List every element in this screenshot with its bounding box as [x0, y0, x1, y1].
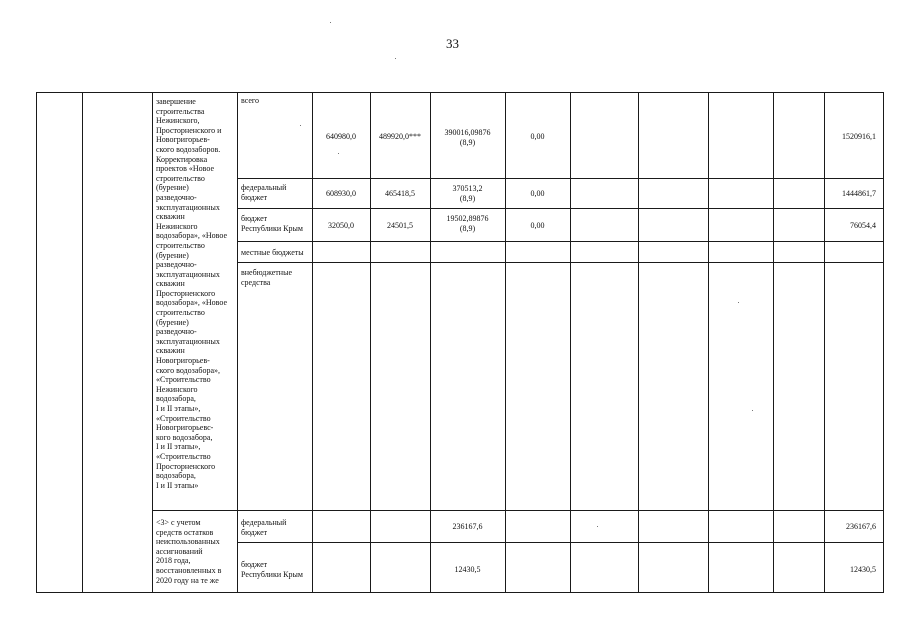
- value-cell: 236167,6: [452, 522, 483, 531]
- description-line: кого водозабора,: [156, 432, 213, 442]
- total-cell: 1444861,7: [842, 189, 876, 198]
- footnote-line: <3> с учетом: [156, 518, 201, 527]
- description-line: Новогригорьев-: [156, 135, 210, 145]
- description-line: ского водозабора»,: [156, 365, 221, 375]
- description-line: разведочно-: [156, 192, 197, 202]
- scan-speck: [338, 153, 339, 154]
- page-number: 33: [446, 36, 459, 51]
- description-line: ского водозаборов.: [156, 144, 221, 154]
- description-line: эксплуатационных: [156, 336, 220, 346]
- value-line: 370513,2: [452, 184, 483, 193]
- measure-description: [156, 97, 236, 490]
- funding-source-label: всего: [241, 96, 260, 105]
- description-line: скважин: [156, 212, 185, 222]
- value-cell: 0,00: [530, 221, 545, 230]
- description-line: Просторненского: [156, 461, 216, 471]
- row-divider: [237, 208, 883, 209]
- column-divider: [430, 92, 431, 593]
- description-line: строительство: [156, 173, 205, 183]
- footnote-line: средств остатков: [156, 527, 214, 537]
- description-line: строительство: [156, 240, 205, 250]
- description-line: Корректировка: [156, 154, 208, 164]
- description-line: Нежинского,: [156, 116, 200, 126]
- description-line: «Строительство: [156, 413, 211, 423]
- column-divider: [82, 92, 83, 593]
- description-line: разведочно-: [156, 260, 197, 270]
- description-line: Новогригорьевс-: [156, 423, 214, 433]
- description-line: Нежинского: [156, 384, 198, 394]
- table-top-border: [36, 92, 883, 93]
- value-cell: 32050,0: [328, 221, 354, 230]
- column-divider: [152, 92, 153, 593]
- value-cell: 24501,5: [387, 221, 413, 230]
- description-line: скважин: [156, 279, 185, 289]
- total-cell: 1520916,1: [842, 132, 876, 141]
- funding-source-label: бюджет Республики Крым: [241, 214, 303, 233]
- value-note: (8,9): [459, 223, 476, 233]
- description-line: I и II этапы»: [156, 480, 199, 490]
- description-line: Нежинского: [156, 221, 198, 231]
- description-line: проектов «Новое: [156, 164, 215, 174]
- column-divider: [708, 92, 709, 593]
- description-line: (бурение): [156, 250, 189, 260]
- column-divider: [505, 92, 506, 593]
- value-note: (8,9): [459, 137, 476, 147]
- value-cell: 0,00: [530, 132, 545, 141]
- column-divider: [824, 92, 825, 593]
- description-line: завершение: [156, 97, 196, 106]
- scan-speck: [597, 526, 598, 527]
- funding-source-label: бюджет Республики Крым: [241, 560, 303, 579]
- column-divider: [570, 92, 571, 593]
- value-line: 19502,89876: [446, 214, 489, 223]
- row-divider: [237, 262, 883, 263]
- value-cell: [430, 184, 505, 203]
- row-divider: [237, 542, 883, 543]
- column-divider: [773, 92, 774, 593]
- column-divider: [883, 92, 884, 593]
- footnote-line: неиспользованных: [156, 537, 220, 547]
- total-cell: 12430,5: [850, 565, 876, 574]
- footnote-description: [156, 518, 236, 585]
- row-divider: [237, 241, 883, 242]
- description-line: водозабора», «Новое: [156, 298, 228, 308]
- description-line: эксплуатационных: [156, 269, 220, 279]
- description-line: разведочно-: [156, 327, 197, 337]
- footnote-line: ассигнований: [156, 546, 203, 556]
- funding-source-label: местные бюджеты: [241, 248, 304, 257]
- value-cell: 640980,0: [326, 132, 356, 141]
- total-cell: 76054,4: [850, 221, 876, 230]
- value-cell: 12430,5: [454, 565, 481, 574]
- value-cell: 465418,5: [385, 189, 415, 198]
- row-divider: [237, 178, 883, 179]
- column-divider: [36, 92, 37, 593]
- column-divider: [638, 92, 639, 593]
- funding-source-label: внебюджетные средства: [241, 268, 292, 287]
- description-line: водозабора,: [156, 394, 196, 404]
- column-divider: [312, 92, 313, 593]
- value-cell: [430, 214, 505, 233]
- value-note: (8,9): [459, 193, 476, 203]
- description-line: строительства: [156, 106, 205, 116]
- description-line: I и II этапы»,: [156, 404, 201, 413]
- scan-speck: [395, 58, 396, 59]
- footnote-line: восстановленных в: [156, 565, 222, 575]
- value-cell: 489920,0***: [379, 132, 421, 141]
- description-line: (бурение): [156, 183, 189, 193]
- footnote-line: 2020 году на те же: [156, 575, 219, 585]
- value-cell: 0,00: [530, 189, 545, 198]
- description-line: «Строительство: [156, 451, 211, 461]
- column-divider: [237, 92, 238, 593]
- description-line: эксплуатационных: [156, 202, 220, 212]
- footnote-line: 2018 года,: [156, 556, 191, 566]
- funding-source-label: федеральный бюджет: [241, 183, 287, 202]
- scan-speck: [752, 410, 753, 411]
- description-line: Просторненского и: [156, 125, 222, 135]
- description-line: «Строительство: [156, 375, 211, 385]
- value-cell: 608930,0: [326, 189, 356, 198]
- description-line: строительство: [156, 308, 205, 318]
- description-line: Новогригорьев-: [156, 356, 210, 366]
- description-line: I и II этапы»,: [156, 442, 201, 452]
- description-line: водозабора,: [156, 471, 196, 481]
- funding-source-label: федеральный бюджет: [241, 518, 287, 537]
- description-line: водозабора», «Новое: [156, 231, 228, 241]
- value-line: 390016,09876: [444, 128, 491, 137]
- description-line: (бурение): [156, 317, 189, 327]
- table-bottom-border: [36, 592, 883, 593]
- scan-speck: [330, 22, 331, 23]
- description-line: скважин: [156, 346, 185, 356]
- value-cell: [430, 128, 505, 147]
- scan-speck: [738, 302, 739, 303]
- scan-speck: [300, 125, 301, 126]
- description-line: Просторненского: [156, 288, 216, 298]
- column-divider: [370, 92, 371, 593]
- total-cell: 236167,6: [846, 522, 876, 531]
